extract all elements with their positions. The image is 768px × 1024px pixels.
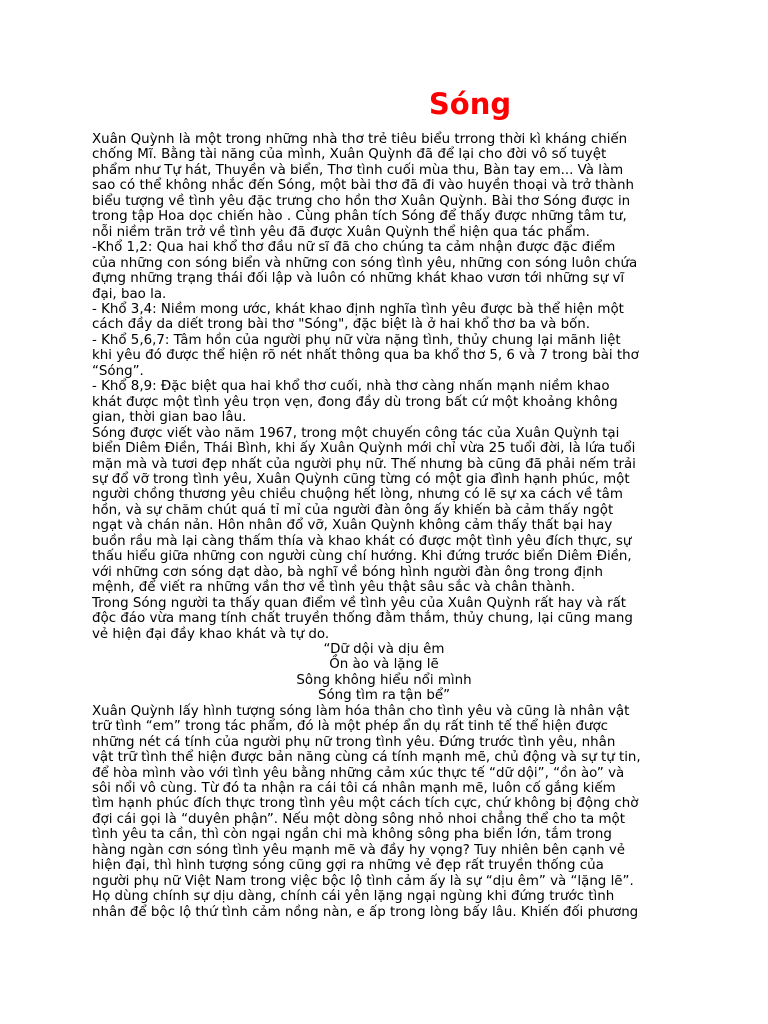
poem-line: Ồn ào và lặng lẽ xyxy=(329,657,439,673)
body-line: để hòa mình vào với tình yêu bằng những cảm xúc thực tế “dữ dội”, “ồn ào” và xyxy=(92,765,625,781)
document-body xyxy=(92,132,676,920)
body-line: cách đầy da diết trong bài thơ "Sóng", đặc biệt là ở hai khổ thơ ba và bốn. xyxy=(92,317,591,333)
body-line: độc đáo vừa mang tính chất truyền thống đằm thắm, thủy chung, lại cũng mang xyxy=(92,611,633,627)
body-line: sự đổ vỡ trong tình yêu, Xuân Quỳnh cũng từng có một gia đình hạnh phúc, một xyxy=(92,471,630,487)
body-line: buồn rầu mà lại càng thấm thía và khao khát có được một tình yêu đích thực, sự xyxy=(92,533,632,549)
body-line: hàng ngàn cơn sóng tình yêu mạnh mẽ và đầy hy vọng? Tuy nhiên bên cạnh vẻ xyxy=(92,842,626,858)
body-line: -Khổ 1,2: Qua hai khổ thơ đầu nữ sĩ đã cho chúng ta cảm nhận được đặc điểm xyxy=(92,240,616,256)
body-line: - Khổ 8,9: Đặc biệt qua hai khổ thơ cuối, nhà thơ càng nhấn mạnh niềm khao xyxy=(92,379,610,395)
body-line: sao có thể không nhắc đến Sóng, một bài thơ đã đi vào huyền thoại và trở thành xyxy=(92,178,634,194)
body-line: “Sóng”. xyxy=(92,363,144,379)
body-line: đựng những trạng thái đối lập và luôn có những khát khao vươn tới những sự vĩ xyxy=(92,271,625,287)
body-line: trữ tình “em” trong tác phẩm, đó là một phép ẩn dụ rất tinh tế thể hiện được xyxy=(92,719,609,735)
body-line: nỗi niềm trăn trở về tình yêu đã được Xuân Quỳnh thể hiện qua tác phẩm. xyxy=(92,224,590,240)
body-line: khi yêu đó được thể hiện rõ nét nhất thông qua ba khổ thơ 5, 6 và 7 trong bài thơ xyxy=(92,348,639,364)
body-line: đợi cái gọi là “duyên phận”. Nếu một dòng sông nhỏ nhoi chẳng thể cho ta một xyxy=(92,811,625,827)
poem-line: “Dữ dội và dịu êm xyxy=(323,641,445,657)
body-line: Trong Sóng người ta thấy quan điểm về tình yêu của Xuân Quỳnh rất hay và rất xyxy=(92,595,627,611)
body-line: biểu tượng về tình yêu đặc trưng cho hồn thơ Xuân Quỳnh. Bài thơ Sóng được in xyxy=(92,193,631,209)
body-line: vẻ hiện đại đầy khao khát và tự do. xyxy=(92,626,330,642)
body-line: - Khổ 3,4: Niềm mong ước, khát khao định nghĩa tình yêu được bà thể hiện một xyxy=(92,301,624,317)
body-line: Họ dùng chính sự dịu dàng, chính cái yên lặng ngại ngùng khi đứng trước tình xyxy=(92,889,615,905)
body-line: Sóng được viết vào năm 1967, trong một chuyến công tác của Xuân Quỳnh tại xyxy=(92,425,620,441)
body-line: tình yêu ta cần, thì còn ngại ngần chi mà không sông pha biển lớn, tắm trong xyxy=(92,827,612,843)
body-line: với những cơn sóng dạt dào, bà nghĩ về bóng hình người đàn ông trong định xyxy=(92,564,603,580)
document-title: Sóng xyxy=(428,87,512,121)
body-line: trong tập Hoa dọc chiến hào . Cùng phân tích Sóng để thấy được những tâm tư, xyxy=(92,209,627,225)
body-line: mặn mà và tươi đẹp nhất của người phụ nữ. Thế nhưng bà cũng đã phải nếm trải xyxy=(92,456,636,472)
body-line: biển Diêm Điền, Thái Bình, khi ấy Xuân Quỳnh mới chỉ vừa 25 tuổi đời, là lứa tuổi xyxy=(92,441,636,457)
body-line: của những con sóng biển và những con sóng tình yêu, những con sóng luôn chứa xyxy=(92,255,638,271)
poem-line: Sóng tìm ra tận bể” xyxy=(317,688,451,704)
body-line: Xuân Quỳnh lấy hình tượng sóng làm hóa thân cho tình yêu và cũng là nhân vật xyxy=(92,703,630,719)
body-line: mệnh, để viết ra những vần thơ về tình yêu thật sâu sắc và chân thành. xyxy=(92,580,575,596)
body-line: vật trữ tình thể hiện được bản năng cùng cá tính mạnh mẽ, chủ động và sự tự tin, xyxy=(92,750,641,766)
body-line: người chồng thương yêu chiều chuộng hết lòng, nhưng có lẽ sự xa cách về tâm xyxy=(92,487,623,503)
body-line: người phụ nữ Việt Nam trong việc bộc lộ tình cảm ấy là sự “dịu êm” và “lặng lẽ”. xyxy=(92,873,634,889)
body-line: ngạt và chán nản. Hôn nhân đổ vỡ, Xuân Quỳnh không cảm thấy thất bại hay xyxy=(92,518,613,534)
body-line: Xuân Quỳnh là một trong những nhà thơ trẻ tiêu biểu trrong thời kì kháng chiến xyxy=(92,132,628,147)
body-line: thấu hiểu giữa những con người cùng chí hướng. Khi đứng trước biển Diêm Điền, xyxy=(92,549,632,565)
body-line: hiện đại, thì hình tượng sóng cũng gợi ra những vẻ đẹp rất truyền thống của xyxy=(92,858,604,874)
body-line: nhân để bộc lộ thứ tình cảm nồng nàn, e ấp trong lòng bấy lâu. Khiến đối phương xyxy=(92,904,639,920)
body-line: đại, bao la. xyxy=(92,286,167,302)
body-line: - Khổ 5,6,7: Tâm hồn của người phụ nữ vừa nặng tình, thủy chung lại mãnh liệt xyxy=(92,332,621,348)
poem-line: Sông không hiểu nổi mình xyxy=(296,672,472,688)
body-line: hồn, và sự chăm chút quá tỉ mỉ của người đàn ông ấy khiến bà cảm thấy ngột xyxy=(92,502,614,518)
body-line: gian, thời gian bao lâu. xyxy=(92,410,247,426)
body-line: tìm hạnh phúc đích thực trong tình yêu một cách tích cực, chứ không bị động chờ xyxy=(92,796,639,812)
body-line: phẩm như Tự hát, Thuyền và biển, Thơ tình cuối mùa thu, Bàn tay em... Và làm xyxy=(92,162,624,178)
body-line: sôi nổi vô cùng. Từ đó ta nhận ra cái tôi cá nhân mạnh mẽ, luôn cố gắng kiếm xyxy=(92,781,616,797)
body-line: chống Mĩ. Bằng tài năng của mình, Xuân Quỳnh đã để lại cho đời vô số tuyệt xyxy=(92,147,607,163)
body-line: những nét cá tính của người phụ nữ trong tình yêu. Đứng trước tình yêu, nhân xyxy=(92,734,616,750)
body-line: khát được một tình yêu trọn vẹn, đong đầy dù trong bất cứ một khoảng không xyxy=(92,394,618,410)
